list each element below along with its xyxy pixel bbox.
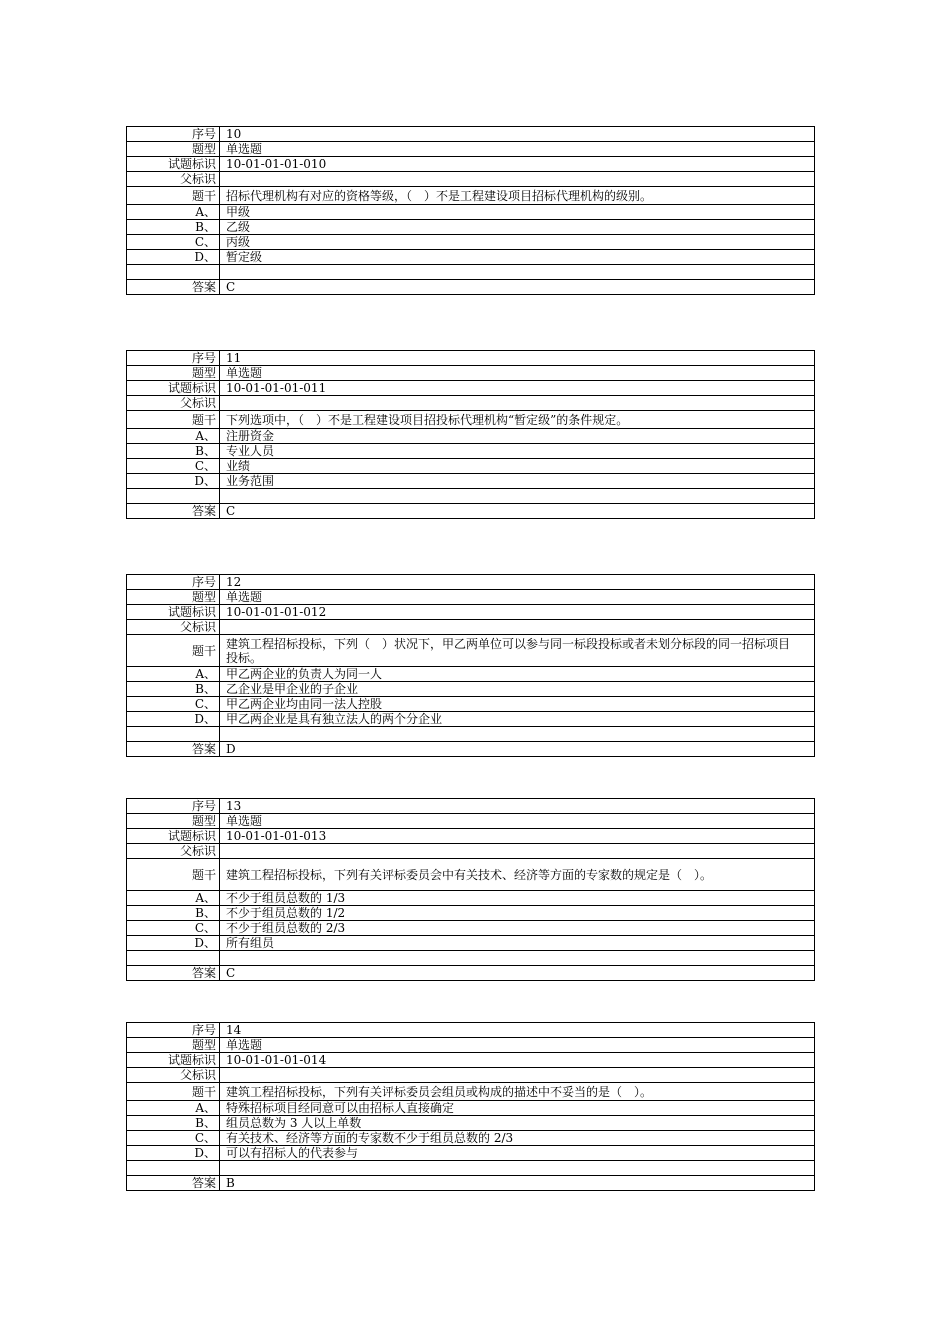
answer-label: 答案 bbox=[127, 280, 220, 295]
empty-cell bbox=[127, 265, 220, 280]
answer-label: 答案 bbox=[127, 742, 220, 757]
seq-label: 序号 bbox=[127, 127, 220, 142]
seq-label: 序号 bbox=[127, 799, 220, 814]
option-c-label: C、 bbox=[127, 235, 220, 250]
option-b-label: B、 bbox=[127, 906, 220, 921]
option-d-value: 可以有招标人的代表参与 bbox=[220, 1146, 815, 1161]
stem-value: 招标代理机构有对应的资格等级，（ ）不是工程建设项目招标代理机构的级别。 bbox=[220, 187, 815, 205]
type-label: 题型 bbox=[127, 590, 220, 605]
question-table bbox=[126, 798, 815, 981]
option-c-label: C、 bbox=[127, 459, 220, 474]
seq-value: 14 bbox=[220, 1023, 815, 1038]
empty-cell bbox=[127, 727, 220, 742]
option-a-value: 不少于组员总数的 1/3 bbox=[220, 891, 815, 906]
answer-value: D bbox=[220, 742, 815, 757]
seq-value: 13 bbox=[220, 799, 815, 814]
option-d-value: 暂定级 bbox=[220, 250, 815, 265]
id-label: 试题标识 bbox=[127, 1053, 220, 1068]
option-d-label: D、 bbox=[127, 936, 220, 951]
answer-value: C bbox=[220, 280, 815, 295]
option-c-label: C、 bbox=[127, 921, 220, 936]
parent-value bbox=[220, 396, 815, 411]
type-value: 单选题 bbox=[220, 366, 815, 381]
type-label: 题型 bbox=[127, 814, 220, 829]
stem-value: 建筑工程招标投标，下列有关评标委员会组员或构成的描述中不妥当的是（ ）。 bbox=[220, 1083, 815, 1101]
answer-value: C bbox=[220, 966, 815, 981]
id-value: 10-01-01-01-011 bbox=[220, 381, 815, 396]
id-value: 10-01-01-01-012 bbox=[220, 605, 815, 620]
option-a-value: 特殊招标项目经同意可以由招标人直接确定 bbox=[220, 1101, 815, 1116]
empty-cell bbox=[220, 1161, 815, 1176]
parent-label: 父标识 bbox=[127, 396, 220, 411]
seq-label: 序号 bbox=[127, 575, 220, 590]
option-b-value: 乙企业是甲企业的子企业 bbox=[220, 682, 815, 697]
stem-label: 题干 bbox=[127, 635, 220, 667]
parent-label: 父标识 bbox=[127, 1068, 220, 1083]
option-c-label: C、 bbox=[127, 1131, 220, 1146]
id-label: 试题标识 bbox=[127, 157, 220, 172]
parent-value bbox=[220, 172, 815, 187]
seq-value: 12 bbox=[220, 575, 815, 590]
option-b-label: B、 bbox=[127, 444, 220, 459]
option-b-value: 乙级 bbox=[220, 220, 815, 235]
question-table bbox=[126, 126, 815, 295]
id-label: 试题标识 bbox=[127, 381, 220, 396]
id-label: 试题标识 bbox=[127, 605, 220, 620]
option-b-value: 专业人员 bbox=[220, 444, 815, 459]
answer-label: 答案 bbox=[127, 1176, 220, 1191]
option-a-label: A、 bbox=[127, 205, 220, 220]
empty-cell bbox=[220, 727, 815, 742]
stem-label: 题干 bbox=[127, 411, 220, 429]
stem-label: 题干 bbox=[127, 859, 220, 891]
question-table bbox=[126, 350, 815, 519]
option-a-label: A、 bbox=[127, 429, 220, 444]
type-value: 单选题 bbox=[220, 590, 815, 605]
option-c-value: 业绩 bbox=[220, 459, 815, 474]
parent-value bbox=[220, 1068, 815, 1083]
parent-label: 父标识 bbox=[127, 620, 220, 635]
id-value: 10-01-01-01-013 bbox=[220, 829, 815, 844]
stem-label: 题干 bbox=[127, 1083, 220, 1101]
parent-value bbox=[220, 620, 815, 635]
empty-cell bbox=[220, 265, 815, 280]
seq-label: 序号 bbox=[127, 351, 220, 366]
type-value: 单选题 bbox=[220, 142, 815, 157]
option-c-value: 丙级 bbox=[220, 235, 815, 250]
type-label: 题型 bbox=[127, 1038, 220, 1053]
option-b-label: B、 bbox=[127, 1116, 220, 1131]
option-b-value: 不少于组员总数的 1/2 bbox=[220, 906, 815, 921]
seq-value: 11 bbox=[220, 351, 815, 366]
seq-value: 10 bbox=[220, 127, 815, 142]
id-label: 试题标识 bbox=[127, 829, 220, 844]
answer-value: C bbox=[220, 504, 815, 519]
option-c-value: 甲乙两企业均由同一法人控股 bbox=[220, 697, 815, 712]
answer-label: 答案 bbox=[127, 504, 220, 519]
type-value: 单选题 bbox=[220, 814, 815, 829]
stem-value: 建筑工程招标投标，下列（ ）状况下，甲乙两单位可以参与同一标段投标或者未划分标段的同一招标项目投标。 bbox=[220, 635, 815, 667]
question-table bbox=[126, 574, 815, 757]
empty-cell bbox=[220, 951, 815, 966]
option-c-value: 有关技术、经济等方面的专家数不少于组员总数的 2/3 bbox=[220, 1131, 815, 1146]
answer-value: B bbox=[220, 1176, 815, 1191]
stem-value: 建筑工程招标投标，下列有关评标委员会中有关技术、经济等方面的专家数的规定是（ ）。 bbox=[220, 859, 815, 891]
parent-value bbox=[220, 844, 815, 859]
type-label: 题型 bbox=[127, 142, 220, 157]
option-a-label: A、 bbox=[127, 667, 220, 682]
stem-label: 题干 bbox=[127, 187, 220, 205]
option-b-label: B、 bbox=[127, 220, 220, 235]
option-d-label: D、 bbox=[127, 712, 220, 727]
option-a-value: 甲级 bbox=[220, 205, 815, 220]
type-label: 题型 bbox=[127, 366, 220, 381]
option-a-label: A、 bbox=[127, 1101, 220, 1116]
stem-value: 下列选项中，（ ）不是工程建设项目招投标代理机构“暂定级”的条件规定。 bbox=[220, 411, 815, 429]
empty-cell bbox=[127, 951, 220, 966]
empty-cell bbox=[127, 1161, 220, 1176]
question-table bbox=[126, 1022, 815, 1191]
option-a-label: A、 bbox=[127, 891, 220, 906]
option-d-label: D、 bbox=[127, 250, 220, 265]
option-a-value: 甲乙两企业的负责人为同一人 bbox=[220, 667, 815, 682]
option-d-label: D、 bbox=[127, 1146, 220, 1161]
empty-cell bbox=[220, 489, 815, 504]
type-value: 单选题 bbox=[220, 1038, 815, 1053]
parent-label: 父标识 bbox=[127, 172, 220, 187]
option-d-value: 业务范围 bbox=[220, 474, 815, 489]
answer-label: 答案 bbox=[127, 966, 220, 981]
id-value: 10-01-01-01-014 bbox=[220, 1053, 815, 1068]
option-b-value: 组员总数为 3 人以上单数 bbox=[220, 1116, 815, 1131]
option-d-value: 所有组员 bbox=[220, 936, 815, 951]
seq-label: 序号 bbox=[127, 1023, 220, 1038]
option-c-value: 不少于组员总数的 2/3 bbox=[220, 921, 815, 936]
option-a-value: 注册资金 bbox=[220, 429, 815, 444]
option-d-value: 甲乙两企业是具有独立法人的两个分企业 bbox=[220, 712, 815, 727]
parent-label: 父标识 bbox=[127, 844, 220, 859]
option-c-label: C、 bbox=[127, 697, 220, 712]
option-d-label: D、 bbox=[127, 474, 220, 489]
id-value: 10-01-01-01-010 bbox=[220, 157, 815, 172]
option-b-label: B、 bbox=[127, 682, 220, 697]
empty-cell bbox=[127, 489, 220, 504]
